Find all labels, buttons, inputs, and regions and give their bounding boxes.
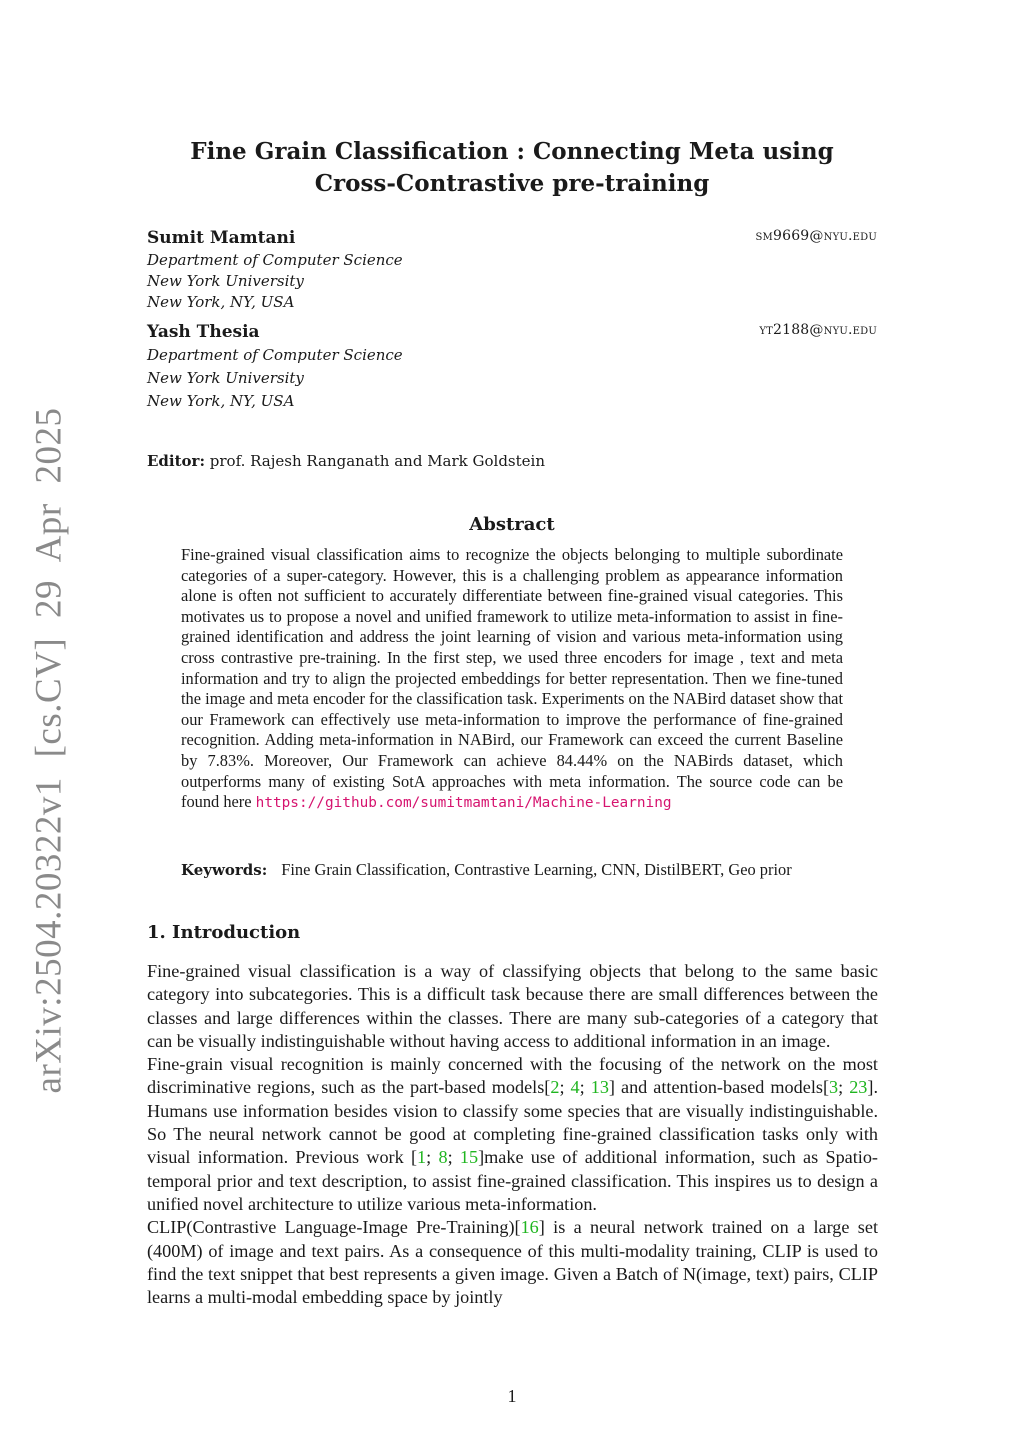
arxiv-id[interactable]: arXiv:2504.20322v1 [cs.CV] 29 Apr 2025 [28, 407, 70, 1093]
author-block-2 [147, 320, 877, 413]
section-heading-introduction: 1. Introduction [147, 922, 301, 943]
author-block-1 [147, 226, 877, 313]
author-name: Yash Thesia [147, 322, 260, 342]
author-location: New York, NY, USA [147, 392, 295, 410]
author-name: Sumit Mamtani [147, 228, 296, 248]
author-department: Department of Computer Science [147, 251, 403, 269]
citation-link[interactable]: 1 [417, 1147, 427, 1168]
author-email[interactable]: yt2188@nyu.edu [759, 322, 877, 338]
abstract-body: Fine-grained visual classification aims to recognize the objects belonging to multiple subordinate categories of a super-category. However, this is a challenging problem as appearance information alone is often not sufficient to accurately differentiate between fine-grained visual categories. This motivates us to propose a novel and unified framework to utilize meta-information to assist in fine-grained identification and address the joint learning of vision and various meta-information using cross contrastive pre-training. In the first step, we used three encoders for image , text and meta information and try to align the projected embeddings for better representation. Then we fine-tuned the image and meta encoder for the classification task. Experiments on the NABird dataset show that our Framework can effectively use meta-information to improve the performance of fine-grained recognition. Adding meta-information in NABird, our Framework can exceed the current Baseline by 7.83%. Moreover, Our Framework can achieve 84.44% on the NABirds dataset, which outperforms many of existing SotA approaches with meta information. The source code can be found here [181, 545, 843, 812]
keywords-value: Fine Grain Classification, Contrastive Learning, CNN, DistilBERT, Geo prior [281, 860, 792, 879]
page-number: 1 [507, 1386, 517, 1406]
citation-link[interactable]: 8 [438, 1147, 448, 1168]
abstract-heading: Abstract [469, 514, 555, 535]
author-location: New York, NY, USA [147, 293, 295, 311]
citation-link[interactable]: 2 [550, 1077, 560, 1098]
citation-link[interactable]: 23 [849, 1077, 868, 1098]
editor-names: prof. Rajesh Ranganath and Mark Goldstein [209, 452, 545, 470]
title-line-1: Fine Grain Classification : Connecting Meta using [190, 138, 834, 165]
author-email[interactable]: sm9669@nyu.edu [755, 228, 877, 244]
author-university: New York University [147, 272, 304, 290]
intro-paragraph-3: CLIP(Contrastive Language-Image Pre-Training)[16] is a neural network trained on a large set (400M) of image and text pairs. As a consequence of this multi-modality training, CLIP is used to find the text snippet that best represents a given image. Given a Batch of N(image, text) pairs, CLIP learns a multi-modal embedding space by jointly [147, 1217, 878, 1308]
paper-title [150, 136, 874, 200]
keywords-label: Keywords: [181, 861, 268, 879]
citation-link[interactable]: 13 [590, 1077, 609, 1098]
introduction-body [147, 960, 878, 1309]
keywords [181, 860, 843, 881]
editor-line [147, 452, 545, 470]
citation-link[interactable]: 15 [459, 1147, 479, 1168]
abstract-text [181, 545, 843, 814]
author-university: New York University [147, 369, 304, 387]
editor-label: Editor: [147, 452, 205, 470]
title-line-2: Cross-Contrastive pre-training [314, 170, 710, 197]
citation-link[interactable]: 16 [520, 1217, 539, 1238]
intro-paragraph-1: Fine-grained visual classification is a way of classifying objects that belong to the same basic category into subcategories. This is a difficult task because there are small differences between the classes and large differences within the classes. There are many sub-categories of a category that can be visually indistinguishable without having access to additional information in an image. [147, 961, 878, 1051]
citation-link[interactable]: 3 [829, 1077, 839, 1098]
arxiv-stamp [4, 407, 94, 1093]
citation-link[interactable]: 4 [570, 1077, 580, 1098]
author-department: Department of Computer Science [147, 346, 403, 364]
intro-paragraph-2: Fine-grain visual recognition is mainly concerned with the focusing of the network on the most discriminative regions, such as the part-based models[2; 4; 13] and attention-based models[3; 23]. Humans use information besides vision to classify some species that are visually indistinguishable. So The neural network cannot be good at completing fine-grained classification tasks only with visual information. Previous work [1; 8; 15]make use of additional information, such as Spatio-temporal prior and text description, to assist fine-grained classification. This inspires us to design a unified novel architecture to utilize various meta-information. [147, 1054, 878, 1214]
source-code-link[interactable]: https://github.com/sumitmamtani/Machine-Learning [255, 795, 672, 812]
